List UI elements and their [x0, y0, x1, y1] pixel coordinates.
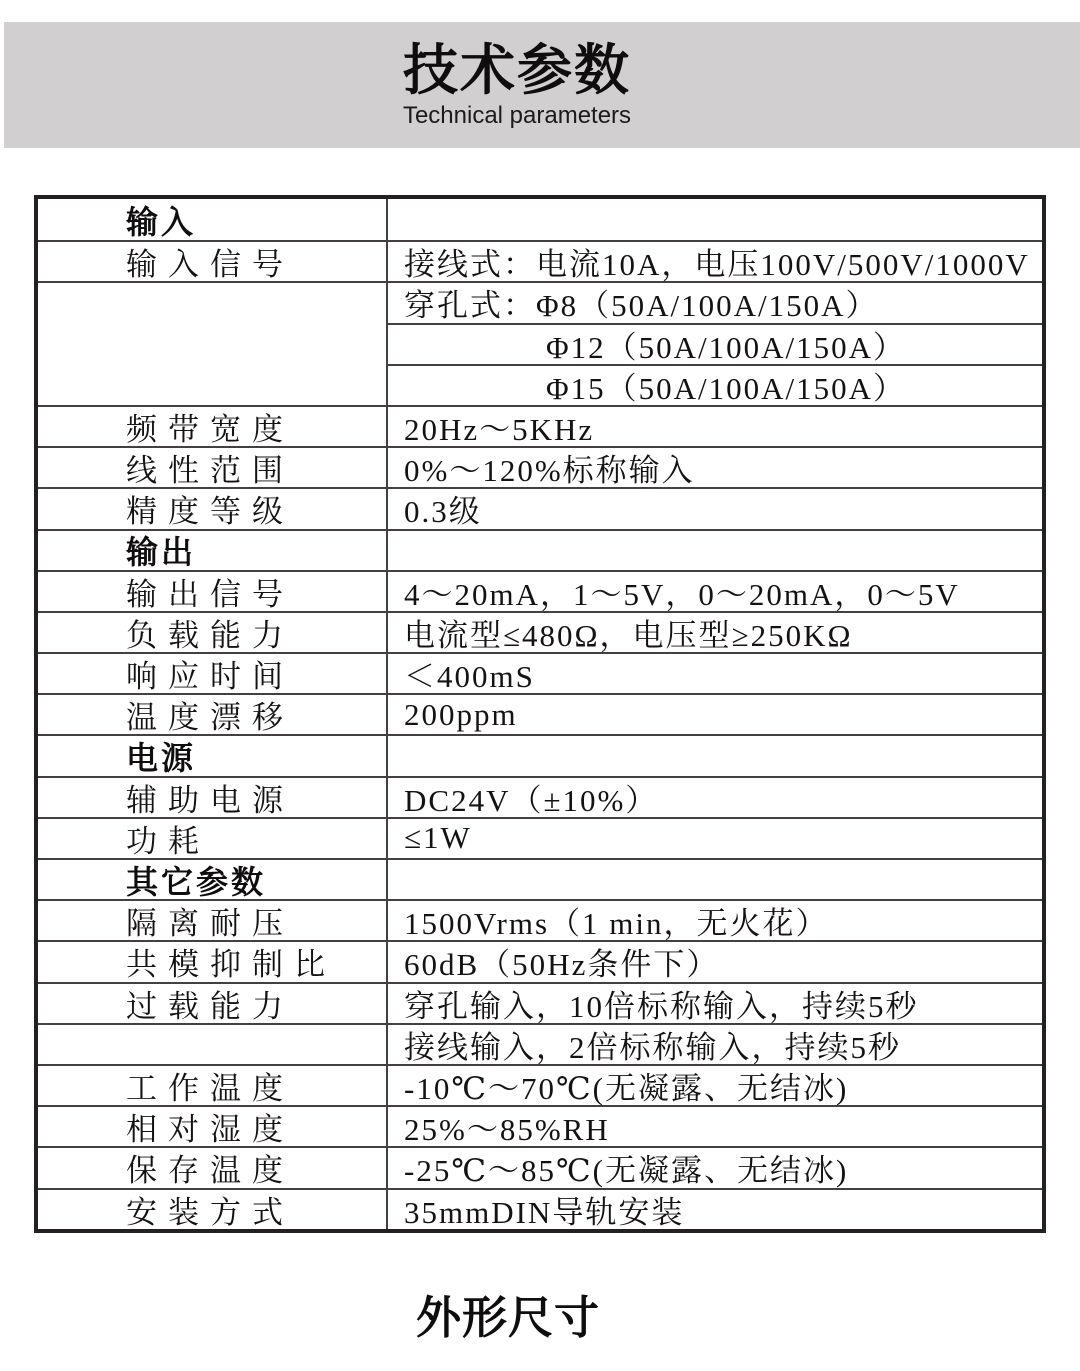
table-row [38, 446, 1042, 487]
param-value-cell: 接线式：电流10A，电压100V/500V/1000V [386, 240, 1042, 281]
table-row [38, 1023, 1042, 1064]
param-value-cell: -10℃～70℃(无凝露、无结冰) [386, 1064, 1042, 1105]
param-value-cell: 0%～120%标称输入 [386, 446, 1042, 487]
page-subtitle: Technical parameters [402, 101, 632, 129]
param-label-cell: 输出信号 [38, 570, 386, 611]
param-value-cell: ≤1W [386, 817, 1042, 858]
param-value-cell: 35mmDIN导轨安装 [386, 1188, 1042, 1229]
param-label-cell: 共模抑制比 [38, 940, 386, 981]
param-value-cell: Φ12（50A/100A/150A） [386, 323, 1042, 364]
page-title: 技术参数 [402, 38, 631, 101]
param-label-cell: 相对湿度 [38, 1105, 386, 1146]
table-row [38, 1188, 1042, 1229]
param-label-cell: 输入信号 [38, 240, 386, 281]
table-row [38, 364, 1042, 405]
param-value-cell: DC24V（±10%） [386, 776, 1042, 817]
param-label-cell [38, 281, 386, 322]
table-row [38, 776, 1042, 817]
table-row [38, 1146, 1042, 1187]
param-value-cell: 4～20mA，1～5V，0～20mA，0～5V [386, 570, 1042, 611]
table-row [38, 858, 1042, 899]
param-label-cell: 输入 [126, 203, 197, 240]
param-label-cell: 保存温度 [38, 1146, 386, 1187]
header-band [4, 22, 1080, 148]
table-row [38, 529, 1042, 570]
param-value-cell: 20Hz～5KHz [386, 405, 1042, 446]
param-value-cell: -25℃～85℃(无凝露、无结冰) [386, 1146, 1042, 1187]
table-row [38, 487, 1042, 528]
param-label-cell: 温度漂移 [38, 693, 386, 734]
table-row [38, 570, 1042, 611]
table-row [38, 199, 1042, 240]
param-value-cell: 60dB（50Hz条件下） [386, 940, 1042, 981]
param-value-cell [386, 734, 1042, 775]
table-row [38, 817, 1042, 858]
table-row [38, 940, 1042, 981]
table-row [38, 323, 1042, 364]
param-label-cell: 电源 [38, 734, 386, 775]
table-row [38, 652, 1042, 693]
param-label-cell: 隔离耐压 [38, 899, 386, 940]
param-label-cell: 精度等级 [38, 487, 386, 528]
param-label-cell: 工作温度 [38, 1064, 386, 1105]
param-value-cell: 接线输入，2倍标称输入，持续5秒 [386, 1023, 1042, 1064]
param-label-cell: 线性范围 [38, 446, 386, 487]
table-row [38, 693, 1042, 734]
table-row [38, 611, 1042, 652]
param-label-cell: 响应时间 [38, 652, 386, 693]
param-value-cell [386, 199, 1042, 240]
param-label-cell: 其它参数 [38, 858, 386, 899]
param-value-cell: 1500Vrms（1 min，无火花） [386, 899, 1042, 940]
param-value-cell: 穿孔式：Φ8（50A/100A/150A） [386, 281, 1042, 322]
table-row [38, 1064, 1042, 1105]
param-value-cell [386, 858, 1042, 899]
param-label-cell: 过载能力 [38, 982, 386, 1023]
param-label-cell: 负载能力 [38, 611, 386, 652]
param-value-cell: ＜400mS [386, 652, 1042, 693]
param-label-cell: 安装方式 [38, 1188, 386, 1229]
param-value-cell: Φ15（50A/100A/150A） [386, 364, 1042, 405]
param-label-cell [38, 1023, 386, 1064]
param-value-cell: 25%～85%RH [386, 1105, 1042, 1146]
table-row [38, 281, 1042, 322]
param-label-cell [38, 323, 386, 364]
param-label-cell: 频带宽度 [38, 405, 386, 446]
table-row [38, 405, 1042, 446]
table-row [38, 1105, 1042, 1146]
table-row [38, 240, 1042, 281]
param-label-cell: 输出 [38, 529, 386, 570]
param-label-cell: 功耗 [38, 817, 386, 858]
param-value-cell [386, 529, 1042, 570]
section-title-dimensions: 外形尺寸 [415, 1292, 600, 1343]
table-row [38, 982, 1042, 1023]
table-row [38, 899, 1042, 940]
spec-table [34, 195, 1046, 1233]
header-text-group [402, 38, 632, 129]
param-label-cell [38, 364, 386, 405]
param-value-cell: 电流型≤480Ω，电压型≥250KΩ [386, 611, 1042, 652]
param-value-cell: 穿孔输入，10倍标称输入，持续5秒 [386, 982, 1042, 1023]
table-row [38, 734, 1042, 775]
param-value-cell: 200ppm [386, 693, 1042, 734]
param-label-cell: 辅助电源 [38, 776, 386, 817]
param-value-cell: 0.3级 [386, 487, 1042, 528]
